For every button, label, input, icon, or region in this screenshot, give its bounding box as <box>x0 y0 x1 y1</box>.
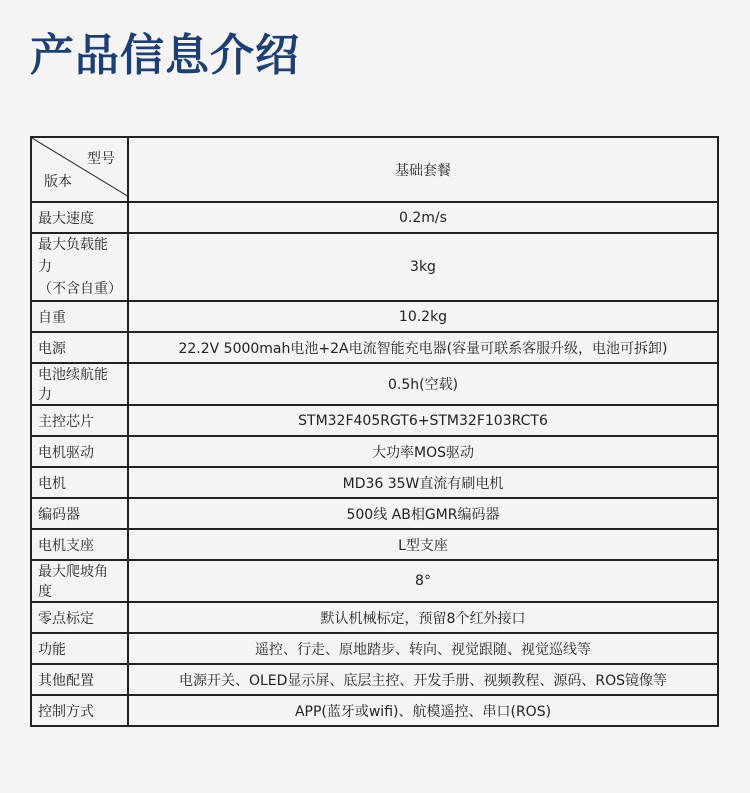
spec-table <box>30 136 719 727</box>
table-row <box>31 436 718 467</box>
row-value: 3kg <box>128 233 718 301</box>
table-header-row <box>31 137 718 202</box>
row-label: 编码器 <box>31 498 128 529</box>
table-row <box>31 301 718 332</box>
row-label: 电机支座 <box>31 529 128 560</box>
row-value: 0.2m/s <box>128 202 718 233</box>
table-row <box>31 560 718 602</box>
row-label: 控制方式 <box>31 695 128 726</box>
row-label: 主控芯片 <box>31 405 128 436</box>
row-label: 最大爬坡角度 <box>31 560 128 602</box>
row-value: 8° <box>128 560 718 602</box>
row-value: APP(蓝牙或wifi)、航模遥控、串口(ROS) <box>128 695 718 726</box>
corner-model-label: 型号 <box>87 151 115 167</box>
row-label: 其他配置 <box>31 664 128 695</box>
row-value: 大功率MOS驱动 <box>128 436 718 467</box>
row-value: 0.5h(空载) <box>128 363 718 405</box>
row-label <box>31 233 128 301</box>
row-value: L型支座 <box>128 529 718 560</box>
row-value: 默认机械标定，预留8个红外接口 <box>128 602 718 633</box>
row-value: STM32F405RGT6+STM32F103RCT6 <box>128 405 718 436</box>
package-header: 基础套餐 <box>128 137 718 202</box>
table-row <box>31 633 718 664</box>
table-row <box>31 405 718 436</box>
row-label: 电源 <box>31 332 128 363</box>
table-row <box>31 664 718 695</box>
page-title: 产品信息介绍 <box>30 30 300 81</box>
row-label-line1: 最大负载能力 <box>38 237 108 275</box>
table-row <box>31 363 718 405</box>
row-label: 零点标定 <box>31 602 128 633</box>
row-value: 电源开关、OLED显示屏、底层主控、开发手册、视频教程、源码、ROS镜像等 <box>128 664 718 695</box>
table-row <box>31 529 718 560</box>
corner-header-cell <box>31 137 128 202</box>
row-value: 10.2kg <box>128 301 718 332</box>
corner-version-label: 版本 <box>44 174 72 190</box>
row-label: 功能 <box>31 633 128 664</box>
row-label: 最大速度 <box>31 202 128 233</box>
row-label: 电机驱动 <box>31 436 128 467</box>
table-row <box>31 602 718 633</box>
row-value: 500线 AB相GMR编码器 <box>128 498 718 529</box>
row-label-line2: （不含自重） <box>38 281 122 297</box>
row-value: 22.2V 5000mah电池+2A电流智能充电器(容量可联系客服升级，电池可拆卸) <box>128 332 718 363</box>
table-row <box>31 467 718 498</box>
row-label: 电池续航能力 <box>31 363 128 405</box>
row-value: MD36 35W直流有刷电机 <box>128 467 718 498</box>
row-value: 遥控、行走、原地踏步、转向、视觉跟随、视觉巡线等 <box>128 633 718 664</box>
table-row <box>31 233 718 301</box>
row-label: 电机 <box>31 467 128 498</box>
table-row <box>31 695 718 726</box>
table-row <box>31 498 718 529</box>
table-row <box>31 202 718 233</box>
row-label: 自重 <box>31 301 128 332</box>
table-row <box>31 332 718 363</box>
